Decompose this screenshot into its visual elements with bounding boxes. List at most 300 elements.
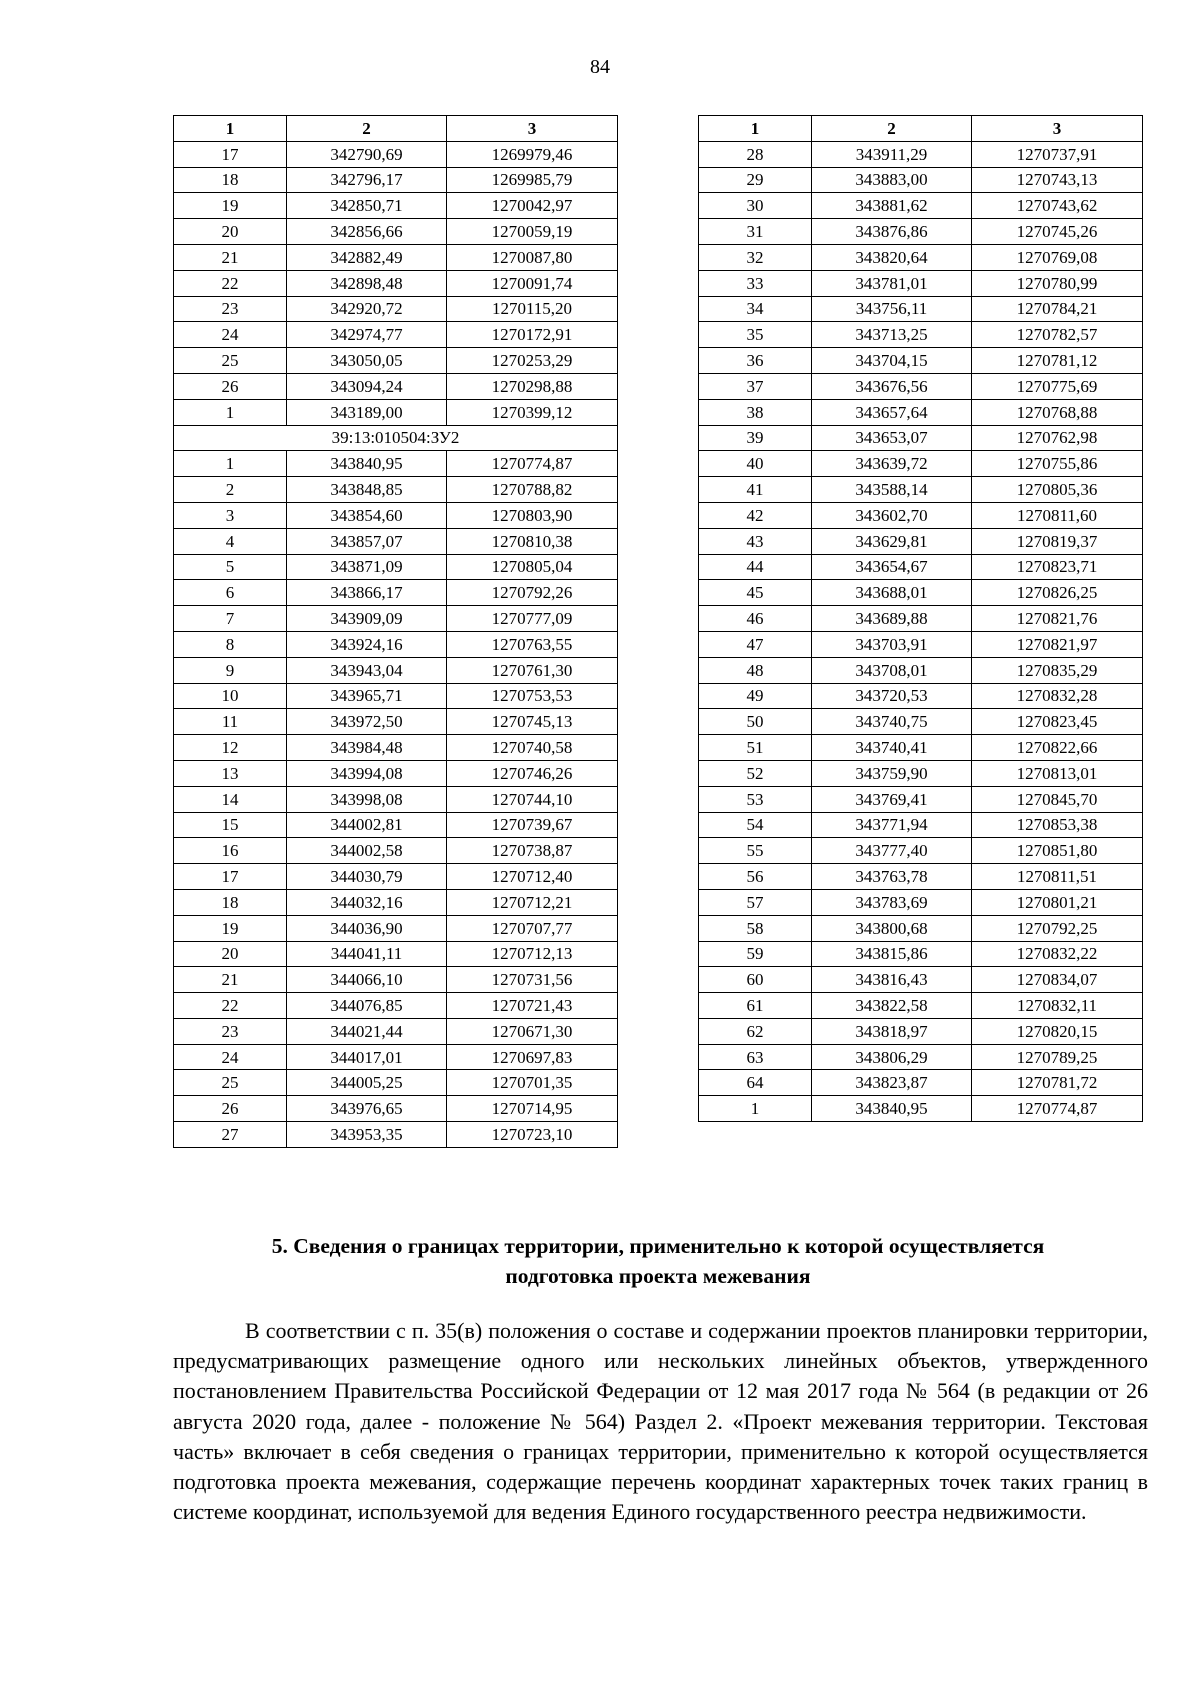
table-row (699, 915, 1143, 941)
point-number-cell: 58 (699, 915, 812, 941)
point-number-cell: 43 (699, 528, 812, 554)
point-number-cell: 18 (174, 889, 287, 915)
x-coordinate-cell: 343639,72 (812, 451, 972, 477)
x-coordinate-cell: 344036,90 (287, 915, 447, 941)
x-coordinate-cell: 344005,25 (287, 1070, 447, 1096)
point-number-cell: 60 (699, 967, 812, 993)
y-coordinate-cell: 1270744,10 (447, 786, 618, 812)
table-row (174, 1018, 618, 1044)
y-coordinate-cell: 1270811,51 (972, 864, 1143, 890)
table-row (174, 889, 618, 915)
y-coordinate-cell: 1270801,21 (972, 889, 1143, 915)
table-row (174, 735, 618, 761)
point-number-cell: 8 (174, 631, 287, 657)
y-coordinate-cell: 1270399,12 (447, 399, 618, 425)
x-coordinate-cell: 343816,43 (812, 967, 972, 993)
point-number-cell: 47 (699, 631, 812, 657)
point-number-cell: 3 (174, 502, 287, 528)
point-number-cell: 49 (699, 683, 812, 709)
table-row (174, 709, 618, 735)
x-coordinate-cell: 344066,10 (287, 967, 447, 993)
table-row (699, 141, 1143, 167)
y-coordinate-cell: 1270792,26 (447, 580, 618, 606)
point-number-cell: 10 (174, 683, 287, 709)
point-number-cell: 27 (174, 1122, 287, 1148)
point-number-cell: 20 (174, 941, 287, 967)
y-coordinate-cell: 1270714,95 (447, 1096, 618, 1122)
table-row (699, 554, 1143, 580)
x-coordinate-cell: 343094,24 (287, 373, 447, 399)
x-coordinate-cell: 343189,00 (287, 399, 447, 425)
x-coordinate-cell: 343703,91 (812, 631, 972, 657)
x-coordinate-cell: 343943,04 (287, 657, 447, 683)
x-coordinate-cell: 344032,16 (287, 889, 447, 915)
x-coordinate-cell: 343800,68 (812, 915, 972, 941)
table-row (699, 735, 1143, 761)
y-coordinate-cell: 1270784,21 (972, 296, 1143, 322)
table-row (699, 580, 1143, 606)
point-number-cell: 24 (174, 322, 287, 348)
y-coordinate-cell: 1270821,97 (972, 631, 1143, 657)
table-row (699, 631, 1143, 657)
table-row (174, 915, 618, 941)
y-coordinate-cell: 1270745,26 (972, 219, 1143, 245)
y-coordinate-cell: 1270712,21 (447, 889, 618, 915)
body-paragraph: В соответствии с п. 35(в) положения о составе и содержании проектов планировки территории, предусматривающих размещение одного или нескольких линейных объектов, утвержденного постановлением Правительства Российской Федерации от 12 мая 2017 года № 564 (в редакции от 26 августа 2020 года, далее - положение № 564) Раздел 2. «Проект межевания территории. Текстовая часть» включает в себя сведения о границах территории, применительно к которой осуществляется подготовка проекта межевания, содержащие перечень координат характерных точек таких границ в системе координат, используемой для ведения Единого государственного реестра недвижимости. (173, 1318, 1148, 1525)
section-heading-line: подготовка проекта межевания (505, 1264, 811, 1288)
y-coordinate-cell: 1270805,04 (447, 554, 618, 580)
x-coordinate-cell: 343984,48 (287, 735, 447, 761)
y-coordinate-cell: 1270739,67 (447, 812, 618, 838)
column-header: 2 (812, 116, 972, 142)
table-row (174, 657, 618, 683)
point-number-cell: 25 (174, 348, 287, 374)
y-coordinate-cell: 1270832,28 (972, 683, 1143, 709)
table-row (174, 244, 618, 270)
x-coordinate-cell: 342790,69 (287, 141, 447, 167)
x-coordinate-cell: 343588,14 (812, 477, 972, 503)
point-number-cell: 4 (174, 528, 287, 554)
y-coordinate-cell: 1270835,29 (972, 657, 1143, 683)
point-number-cell: 1 (174, 399, 287, 425)
x-coordinate-cell: 343848,85 (287, 477, 447, 503)
y-coordinate-cell: 1270845,70 (972, 786, 1143, 812)
table-row (699, 167, 1143, 193)
point-number-cell: 19 (174, 193, 287, 219)
section-heading (173, 1231, 1143, 1291)
point-number-cell: 51 (699, 735, 812, 761)
point-number-cell: 7 (174, 606, 287, 632)
parcel-label-row (174, 425, 618, 451)
y-coordinate-cell: 1270721,43 (447, 993, 618, 1019)
table-row (699, 864, 1143, 890)
x-coordinate-cell: 343713,25 (812, 322, 972, 348)
point-number-cell: 59 (699, 941, 812, 967)
table-row (699, 296, 1143, 322)
y-coordinate-cell: 1270059,19 (447, 219, 618, 245)
table-row (699, 838, 1143, 864)
point-number-cell: 25 (174, 1070, 287, 1096)
x-coordinate-cell: 343818,97 (812, 1018, 972, 1044)
y-coordinate-cell: 1270789,25 (972, 1044, 1143, 1070)
x-coordinate-cell: 343806,29 (812, 1044, 972, 1070)
table-row (174, 1096, 618, 1122)
table-row (699, 941, 1143, 967)
y-coordinate-cell: 1270832,11 (972, 993, 1143, 1019)
table-row (174, 141, 618, 167)
x-coordinate-cell: 343602,70 (812, 502, 972, 528)
table-row (699, 1044, 1143, 1070)
y-coordinate-cell: 1270763,55 (447, 631, 618, 657)
x-coordinate-cell: 342796,17 (287, 167, 447, 193)
table-row (699, 477, 1143, 503)
x-coordinate-cell: 343689,88 (812, 606, 972, 632)
x-coordinate-cell: 343781,01 (812, 270, 972, 296)
y-coordinate-cell: 1270832,22 (972, 941, 1143, 967)
y-coordinate-cell: 1270821,76 (972, 606, 1143, 632)
table-row (699, 967, 1143, 993)
x-coordinate-cell: 343820,64 (812, 244, 972, 270)
y-coordinate-cell: 1270712,13 (447, 941, 618, 967)
point-number-cell: 13 (174, 760, 287, 786)
column-header: 1 (699, 116, 812, 142)
x-coordinate-cell: 343759,90 (812, 760, 972, 786)
x-coordinate-cell: 342850,71 (287, 193, 447, 219)
table-row (174, 631, 618, 657)
table-row (699, 451, 1143, 477)
table-row (699, 606, 1143, 632)
point-number-cell: 9 (174, 657, 287, 683)
x-coordinate-cell: 343909,09 (287, 606, 447, 632)
x-coordinate-cell: 343866,17 (287, 580, 447, 606)
table-row (174, 451, 618, 477)
x-coordinate-cell: 343815,86 (812, 941, 972, 967)
y-coordinate-cell: 1270782,57 (972, 322, 1143, 348)
y-coordinate-cell: 1270780,99 (972, 270, 1143, 296)
point-number-cell: 6 (174, 580, 287, 606)
table-row (174, 838, 618, 864)
point-number-cell: 5 (174, 554, 287, 580)
y-coordinate-cell: 1270823,71 (972, 554, 1143, 580)
y-coordinate-cell: 1270781,12 (972, 348, 1143, 374)
table-row (699, 760, 1143, 786)
point-number-cell: 41 (699, 477, 812, 503)
x-coordinate-cell: 343629,81 (812, 528, 972, 554)
point-number-cell: 22 (174, 993, 287, 1019)
x-coordinate-cell: 343857,07 (287, 528, 447, 554)
table-row (699, 219, 1143, 245)
point-number-cell: 42 (699, 502, 812, 528)
y-coordinate-cell: 1270792,25 (972, 915, 1143, 941)
table-row (174, 193, 618, 219)
table-row (699, 425, 1143, 451)
point-number-cell: 21 (174, 967, 287, 993)
y-coordinate-cell: 1270712,40 (447, 864, 618, 890)
y-coordinate-cell: 1270811,60 (972, 502, 1143, 528)
table-header-row (699, 116, 1143, 142)
y-coordinate-cell: 1270819,37 (972, 528, 1143, 554)
x-coordinate-cell: 343998,08 (287, 786, 447, 812)
point-number-cell: 63 (699, 1044, 812, 1070)
table-row (699, 812, 1143, 838)
point-number-cell: 17 (174, 864, 287, 890)
point-number-cell: 56 (699, 864, 812, 890)
x-coordinate-cell: 342856,66 (287, 219, 447, 245)
x-coordinate-cell: 343953,35 (287, 1122, 447, 1148)
x-coordinate-cell: 343994,08 (287, 760, 447, 786)
y-coordinate-cell: 1270091,74 (447, 270, 618, 296)
point-number-cell: 16 (174, 838, 287, 864)
table-row (699, 1070, 1143, 1096)
x-coordinate-cell: 343704,15 (812, 348, 972, 374)
y-coordinate-cell: 1270813,01 (972, 760, 1143, 786)
y-coordinate-cell: 1270788,82 (447, 477, 618, 503)
table-row (174, 580, 618, 606)
point-number-cell: 22 (174, 270, 287, 296)
x-coordinate-cell: 342920,72 (287, 296, 447, 322)
table-row (174, 993, 618, 1019)
x-coordinate-cell: 343924,16 (287, 631, 447, 657)
table-row (174, 760, 618, 786)
x-coordinate-cell: 343756,11 (812, 296, 972, 322)
y-coordinate-cell: 1270298,88 (447, 373, 618, 399)
point-number-cell: 21 (174, 244, 287, 270)
table-row (699, 786, 1143, 812)
x-coordinate-cell: 344002,81 (287, 812, 447, 838)
table-row (174, 683, 618, 709)
x-coordinate-cell: 343777,40 (812, 838, 972, 864)
y-coordinate-cell: 1270701,35 (447, 1070, 618, 1096)
table-row (699, 528, 1143, 554)
point-number-cell: 46 (699, 606, 812, 632)
point-number-cell: 55 (699, 838, 812, 864)
y-coordinate-cell: 1270731,56 (447, 967, 618, 993)
y-coordinate-cell: 1270738,87 (447, 838, 618, 864)
point-number-cell: 2 (174, 477, 287, 503)
x-coordinate-cell: 343976,65 (287, 1096, 447, 1122)
table-row (699, 683, 1143, 709)
point-number-cell: 14 (174, 786, 287, 812)
x-coordinate-cell: 343050,05 (287, 348, 447, 374)
point-number-cell: 37 (699, 373, 812, 399)
point-number-cell: 23 (174, 296, 287, 322)
y-coordinate-cell: 1270671,30 (447, 1018, 618, 1044)
table-row (174, 219, 618, 245)
point-number-cell: 62 (699, 1018, 812, 1044)
point-number-cell: 26 (174, 1096, 287, 1122)
x-coordinate-cell: 343840,95 (812, 1096, 972, 1122)
point-number-cell: 1 (174, 451, 287, 477)
table-row (699, 348, 1143, 374)
point-number-cell: 39 (699, 425, 812, 451)
table-row (174, 1122, 618, 1148)
table-row (174, 270, 618, 296)
y-coordinate-cell: 1270172,91 (447, 322, 618, 348)
y-coordinate-cell: 1270853,38 (972, 812, 1143, 838)
table-row (699, 399, 1143, 425)
table-row (174, 477, 618, 503)
x-coordinate-cell: 343783,69 (812, 889, 972, 915)
point-number-cell: 24 (174, 1044, 287, 1070)
table-row (699, 993, 1143, 1019)
y-coordinate-cell: 1270746,26 (447, 760, 618, 786)
y-coordinate-cell: 1270253,29 (447, 348, 618, 374)
table-row (174, 502, 618, 528)
y-coordinate-cell: 1270820,15 (972, 1018, 1143, 1044)
x-coordinate-cell: 343876,86 (812, 219, 972, 245)
table-row (699, 889, 1143, 915)
y-coordinate-cell: 1270777,09 (447, 606, 618, 632)
table-row (174, 606, 618, 632)
point-number-cell: 36 (699, 348, 812, 374)
y-coordinate-cell: 1270810,38 (447, 528, 618, 554)
point-number-cell: 12 (174, 735, 287, 761)
point-number-cell: 17 (174, 141, 287, 167)
point-number-cell: 19 (174, 915, 287, 941)
x-coordinate-cell: 343854,60 (287, 502, 447, 528)
y-coordinate-cell: 1270115,20 (447, 296, 618, 322)
y-coordinate-cell: 1270087,80 (447, 244, 618, 270)
table-header-row (174, 116, 618, 142)
y-coordinate-cell: 1270803,90 (447, 502, 618, 528)
x-coordinate-cell: 343883,00 (812, 167, 972, 193)
parcel-label: 39:13:010504:ЗУ2 (174, 425, 618, 451)
point-number-cell: 1 (699, 1096, 812, 1122)
section-heading-line: 5. Сведения о границах территории, применительно к которой осуществляется (271, 1234, 1045, 1258)
column-header: 3 (972, 116, 1143, 142)
x-coordinate-cell: 343965,71 (287, 683, 447, 709)
x-coordinate-cell: 343769,41 (812, 786, 972, 812)
x-coordinate-cell: 343763,78 (812, 864, 972, 890)
x-coordinate-cell: 343823,87 (812, 1070, 972, 1096)
table-row (699, 1096, 1143, 1122)
table-row (174, 322, 618, 348)
y-coordinate-cell: 1270774,87 (972, 1096, 1143, 1122)
table-row (174, 373, 618, 399)
table-row (174, 864, 618, 890)
point-number-cell: 28 (699, 141, 812, 167)
point-number-cell: 61 (699, 993, 812, 1019)
x-coordinate-cell: 343688,01 (812, 580, 972, 606)
point-number-cell: 30 (699, 193, 812, 219)
point-number-cell: 38 (699, 399, 812, 425)
point-number-cell: 45 (699, 580, 812, 606)
y-coordinate-cell: 1270753,53 (447, 683, 618, 709)
y-coordinate-cell: 1270707,77 (447, 915, 618, 941)
y-coordinate-cell: 1270823,45 (972, 709, 1143, 735)
table-row (174, 399, 618, 425)
x-coordinate-cell: 344030,79 (287, 864, 447, 890)
y-coordinate-cell: 1270723,10 (447, 1122, 618, 1148)
table-row (174, 786, 618, 812)
point-number-cell: 32 (699, 244, 812, 270)
y-coordinate-cell: 1270761,30 (447, 657, 618, 683)
x-coordinate-cell: 343740,41 (812, 735, 972, 761)
y-coordinate-cell: 1270805,36 (972, 477, 1143, 503)
table-row (699, 657, 1143, 683)
y-coordinate-cell: 1270822,66 (972, 735, 1143, 761)
x-coordinate-cell: 342974,77 (287, 322, 447, 348)
column-header: 1 (174, 116, 287, 142)
table-row (174, 1044, 618, 1070)
point-number-cell: 18 (174, 167, 287, 193)
x-coordinate-cell: 343871,09 (287, 554, 447, 580)
y-coordinate-cell: 1270834,07 (972, 967, 1143, 993)
point-number-cell: 31 (699, 219, 812, 245)
x-coordinate-cell: 343720,53 (812, 683, 972, 709)
x-coordinate-cell: 343881,62 (812, 193, 972, 219)
table-row (174, 1070, 618, 1096)
point-number-cell: 40 (699, 451, 812, 477)
point-number-cell: 50 (699, 709, 812, 735)
x-coordinate-cell: 343676,56 (812, 373, 972, 399)
table-row (174, 167, 618, 193)
point-number-cell: 35 (699, 322, 812, 348)
point-number-cell: 33 (699, 270, 812, 296)
y-coordinate-cell: 1270745,13 (447, 709, 618, 735)
table-row (174, 528, 618, 554)
y-coordinate-cell: 1270743,13 (972, 167, 1143, 193)
point-number-cell: 54 (699, 812, 812, 838)
table-row (699, 373, 1143, 399)
point-number-cell: 53 (699, 786, 812, 812)
x-coordinate-cell: 343740,75 (812, 709, 972, 735)
page-number: 84 (590, 56, 610, 78)
x-coordinate-cell: 343911,29 (812, 141, 972, 167)
column-header: 3 (447, 116, 618, 142)
x-coordinate-cell: 344041,11 (287, 941, 447, 967)
y-coordinate-cell: 1270775,69 (972, 373, 1143, 399)
table-row (699, 193, 1143, 219)
coordinates-table-right (698, 115, 1143, 1122)
x-coordinate-cell: 343657,64 (812, 399, 972, 425)
y-coordinate-cell: 1270737,91 (972, 141, 1143, 167)
table-row (174, 296, 618, 322)
table-row (699, 244, 1143, 270)
x-coordinate-cell: 343771,94 (812, 812, 972, 838)
y-coordinate-cell: 1269985,79 (447, 167, 618, 193)
column-header: 2 (287, 116, 447, 142)
x-coordinate-cell: 343822,58 (812, 993, 972, 1019)
y-coordinate-cell: 1270851,80 (972, 838, 1143, 864)
point-number-cell: 57 (699, 889, 812, 915)
y-coordinate-cell: 1270781,72 (972, 1070, 1143, 1096)
x-coordinate-cell: 344002,58 (287, 838, 447, 864)
point-number-cell: 11 (174, 709, 287, 735)
point-number-cell: 20 (174, 219, 287, 245)
y-coordinate-cell: 1270743,62 (972, 193, 1143, 219)
x-coordinate-cell: 344076,85 (287, 993, 447, 1019)
point-number-cell: 26 (174, 373, 287, 399)
table-row (174, 941, 618, 967)
table-row (174, 554, 618, 580)
table-row (699, 322, 1143, 348)
point-number-cell: 23 (174, 1018, 287, 1044)
point-number-cell: 52 (699, 760, 812, 786)
y-coordinate-cell: 1270740,58 (447, 735, 618, 761)
point-number-cell: 15 (174, 812, 287, 838)
y-coordinate-cell: 1270697,83 (447, 1044, 618, 1070)
point-number-cell: 44 (699, 554, 812, 580)
y-coordinate-cell: 1270774,87 (447, 451, 618, 477)
table-row (174, 967, 618, 993)
table-row (174, 348, 618, 374)
table-row (699, 270, 1143, 296)
point-number-cell: 48 (699, 657, 812, 683)
x-coordinate-cell: 344021,44 (287, 1018, 447, 1044)
x-coordinate-cell: 344017,01 (287, 1044, 447, 1070)
point-number-cell: 64 (699, 1070, 812, 1096)
